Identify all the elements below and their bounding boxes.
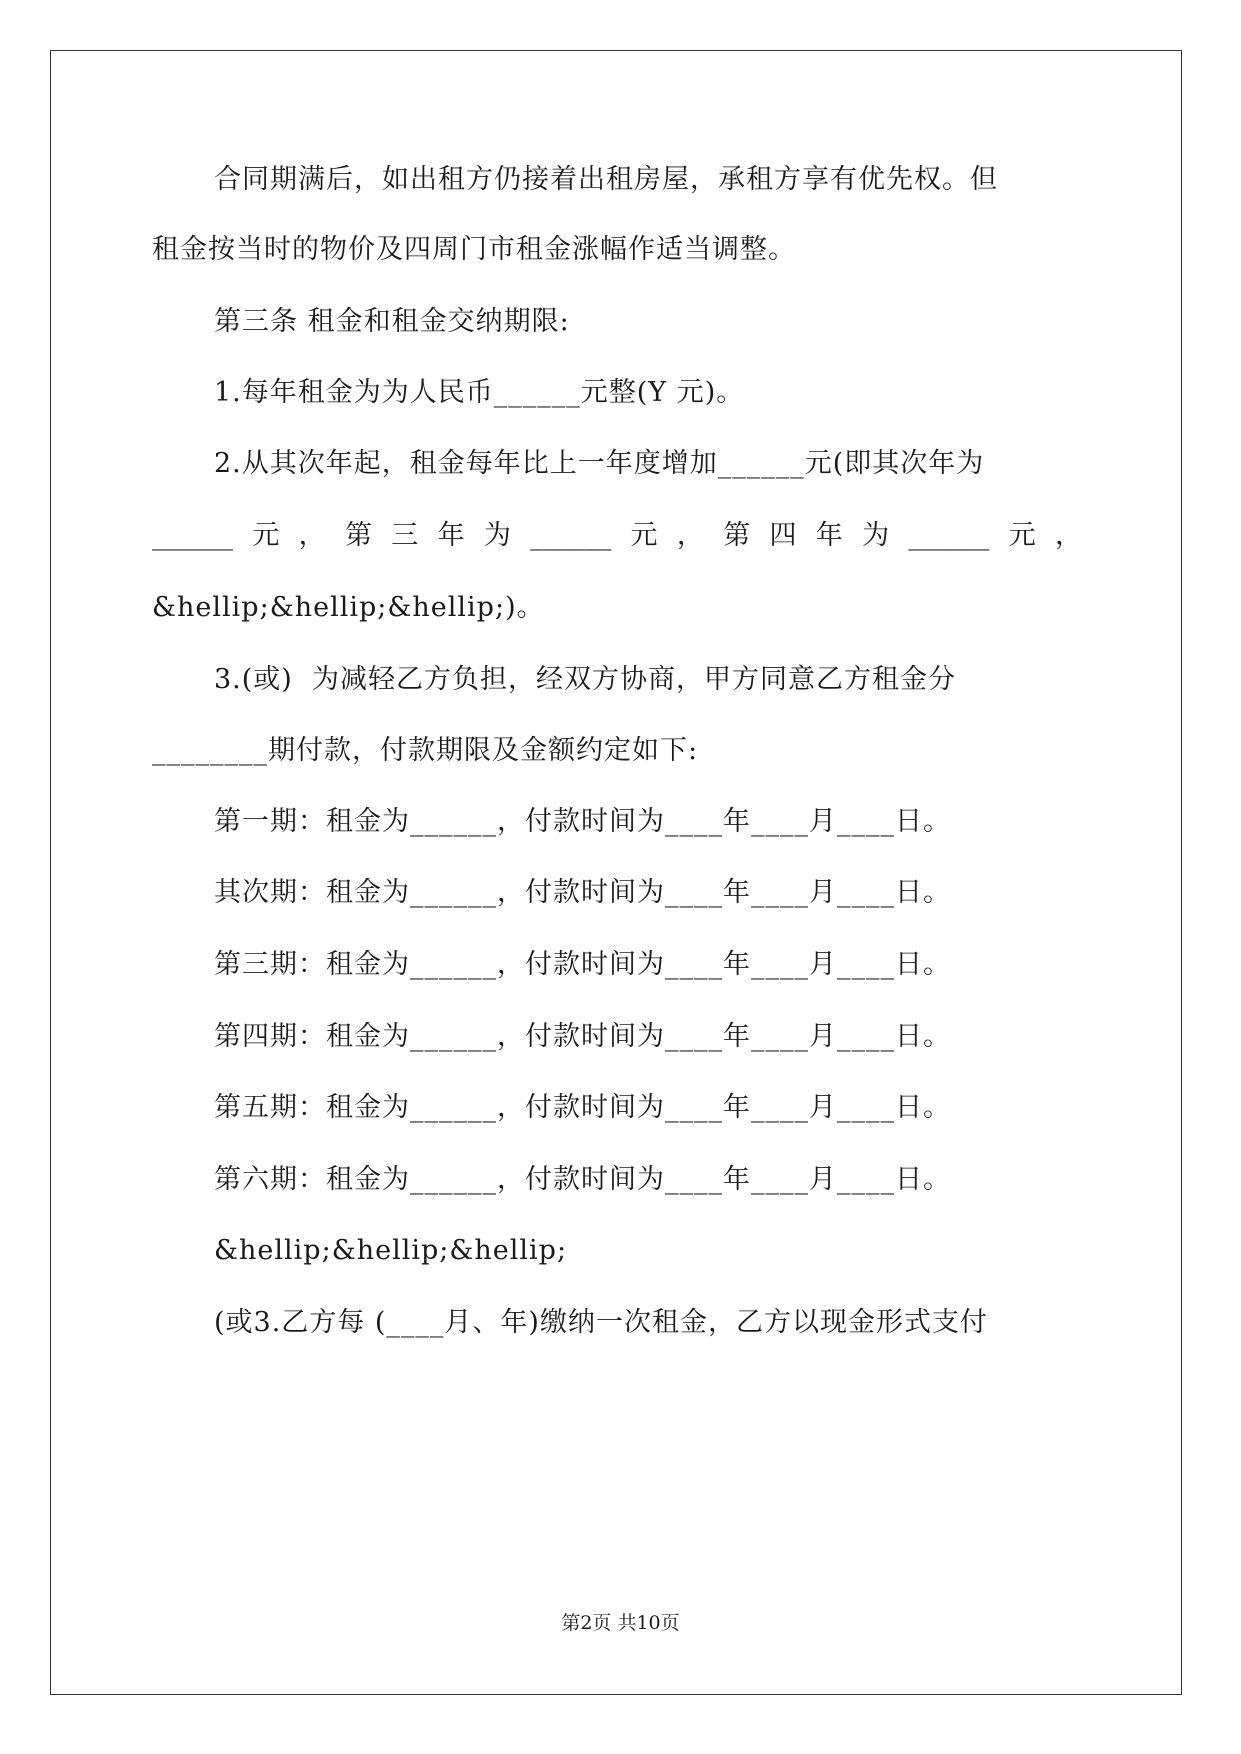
text-glyph: ，	[1055, 520, 1082, 551]
text-glyph: 三	[391, 520, 419, 551]
installment-line: 第四期：租金为______，付款时间为____年____月____日。	[214, 1021, 951, 1052]
installment-line: 第五期：租金为______，付款时间为____年____月____日。	[214, 1092, 951, 1123]
text-glyph: 元	[630, 520, 658, 551]
paragraph-line: 1.每年租金为为人民币______元整(Y 元)。	[214, 377, 745, 408]
justified-line	[152, 516, 1082, 556]
text-glyph: 年	[437, 520, 465, 551]
text-glyph: 年	[815, 520, 843, 551]
paragraph-line: 租金按当时的物价及四周门市租金涨幅作适当调整。	[152, 234, 796, 265]
paragraph-line: &hellip;&hellip;&hellip;	[214, 1235, 568, 1266]
installment-line: 第六期：租金为______，付款时间为____年____月____日。	[214, 1164, 951, 1195]
paragraph-line: 合同期满后，如出租方仍接着出租房屋，承租方享有优先权。但	[214, 164, 998, 195]
paragraph-line: 2.从其次年起，租金每年比上一年度增加______元(即其次年为	[214, 448, 985, 479]
text-glyph: ，	[298, 520, 326, 551]
blank-field: ______	[152, 520, 233, 551]
text-glyph: 第	[344, 520, 372, 551]
installment-line: 第三期：租金为______，付款时间为____年____月____日。	[214, 949, 951, 980]
text-glyph: 为	[483, 520, 511, 551]
text-glyph: ，	[676, 520, 704, 551]
paragraph-line: 3.(或) 为减轻乙方负担，经双方协商，甲方同意乙方租金分	[214, 664, 956, 695]
text-glyph: 元	[1008, 520, 1036, 551]
blank-field: ______	[908, 520, 990, 551]
text-glyph: 四	[769, 520, 797, 551]
text-glyph: 第	[723, 520, 751, 551]
page-footer: 第2页 共10页	[561, 1612, 680, 1634]
installment-line: 第一期：租金为______，付款时间为____年____月____日。	[214, 806, 951, 837]
text-glyph: 为	[862, 520, 890, 551]
blank-field: ______	[530, 520, 612, 551]
paragraph-line: ________期付款，付款期限及金额约定如下:	[152, 735, 699, 766]
paragraph-line: &hellip;&hellip;&hellip;)。	[152, 592, 545, 623]
paragraph-line: (或3.乙方每 (____月、年)缴纳一次租金，乙方以现金形式支付	[214, 1307, 988, 1338]
installment-line: 其次期：租金为______，付款时间为____年____月____日。	[214, 877, 951, 908]
section-heading: 第三条 租金和租金交纳期限:	[214, 306, 570, 337]
text-glyph: 元	[252, 520, 280, 551]
